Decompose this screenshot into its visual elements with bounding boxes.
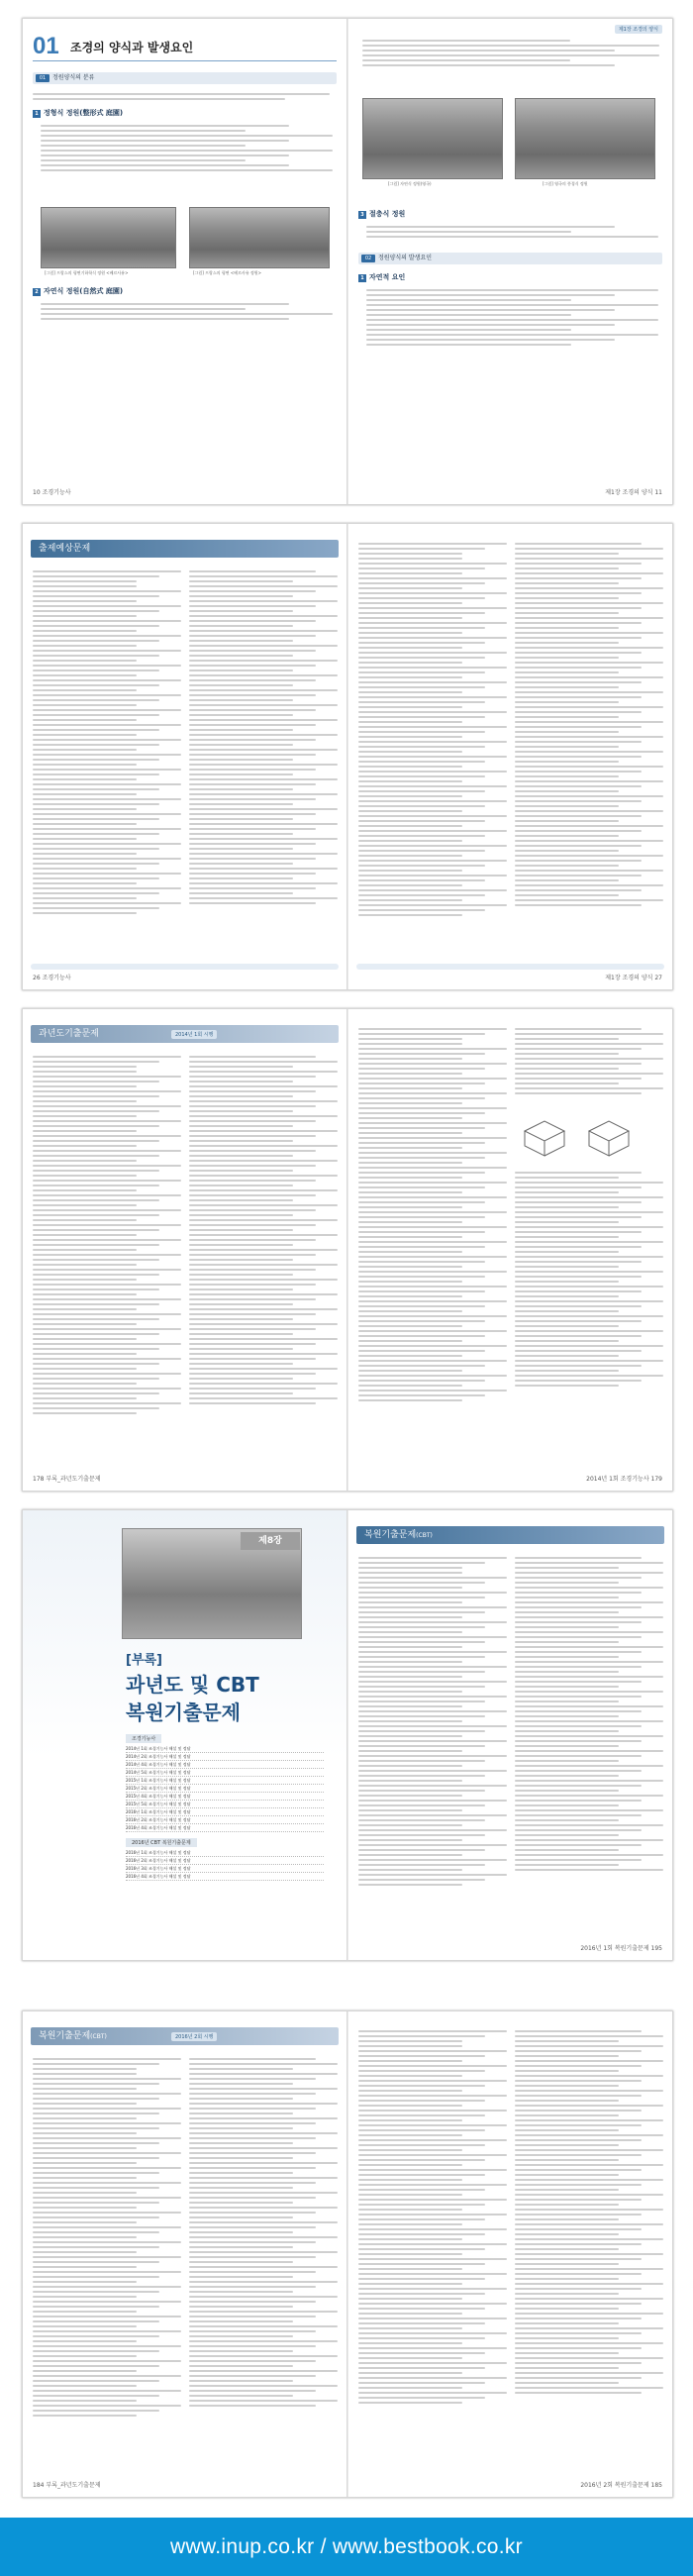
body-text-block	[41, 122, 333, 174]
page-number-value: 184	[33, 2482, 45, 2489]
question-column	[515, 1554, 663, 1938]
session-tag: 2014년 1회 시행	[171, 1030, 217, 1039]
running-head: 2014년 1회 조경기능사	[586, 1476, 649, 1483]
section-band: 출제예상문제	[31, 540, 339, 558]
spread3-right-page	[348, 1009, 672, 1491]
spread4-right-page	[348, 1510, 672, 1960]
subsection-label: 자연식 정원(自然式 庭園)	[44, 287, 124, 295]
page-number-value: 179	[650, 1476, 662, 1483]
section-header-2	[358, 253, 662, 264]
book-spread-5	[22, 2010, 673, 2498]
book-spread-2	[22, 523, 673, 990]
answer-number-bar	[356, 964, 664, 970]
band-suffix: (CBT)	[90, 2033, 107, 2040]
section-badge: 02	[361, 255, 375, 262]
running-head: 2016년 1회 복원기출문제	[580, 1945, 649, 1952]
intro-text	[33, 90, 330, 103]
page-number	[33, 2480, 101, 2489]
question-column	[358, 1554, 507, 1938]
spread5-left-page	[23, 2011, 346, 2497]
question-column	[33, 567, 181, 968]
subsection-number: 1	[358, 274, 366, 282]
cover-title-prefix: [부록]	[126, 1653, 162, 1668]
body-text-block	[41, 300, 333, 323]
running-head: 제1장 조경의 양식	[605, 975, 653, 981]
toc-row: 2016년 3회 조경기능사 해설 및 정답	[126, 1865, 324, 1873]
question-column	[189, 1053, 338, 1469]
toc-list	[126, 1849, 324, 1881]
spread2-left-page	[23, 524, 346, 989]
toc-row: 2014년 5회 조경기능사 해설 및 정답	[126, 1769, 324, 1777]
question-column	[358, 540, 507, 968]
publisher-url-banner[interactable]: www.inup.co.kr / www.bestbook.co.kr	[0, 2518, 693, 2576]
toc-row: 2016년 2회 조경기능사 해설 및 정답	[126, 1816, 324, 1824]
cover-title-line1: 과년도 및 CBT	[126, 1673, 259, 1697]
photo-caption: [그림] 영국의 풍경식 정원	[543, 181, 588, 186]
book-spread-3	[22, 1008, 673, 1492]
chapter-title: 조경의 양식과 발생요인	[70, 41, 194, 54]
toc-row: 2016년 1회 조경기능사 해설 및 정답	[126, 1849, 324, 1857]
answer-number-bar	[31, 964, 339, 970]
running-head: 부록_과년도기출문제	[46, 1476, 101, 1483]
subsection-label: 자연적 요인	[369, 273, 406, 281]
subsection-number: 3	[358, 211, 366, 219]
question-column	[515, 1025, 663, 1469]
spread1-right-page	[348, 19, 672, 504]
page-number	[33, 487, 71, 496]
question-column	[358, 1025, 507, 1469]
toc-row: 2014년 4회 조경기능사 해설 및 정답	[126, 1761, 324, 1769]
spread1-left-page	[23, 19, 346, 504]
photo-caption: [그림] 자연식 정원(영국)	[388, 181, 432, 186]
page-number-value: 26	[33, 975, 41, 981]
page-number-value: 185	[650, 2482, 662, 2489]
session-tag: 2016년 2회 시행	[171, 2032, 217, 2041]
subsection-label: 정형식 정원(整形式 庭園)	[44, 109, 124, 117]
running-head: 제1장 조경의 양식	[605, 489, 653, 496]
running-head: 조경기능사	[42, 489, 71, 496]
toc-row: 2015년 4회 조경기능사 해설 및 정답	[126, 1793, 324, 1801]
toc-list	[126, 1745, 324, 1832]
question-column	[189, 2055, 338, 2475]
page-number	[33, 973, 71, 981]
section-title: 정원양식의 분류	[52, 74, 95, 81]
question-column	[358, 2027, 507, 2475]
page-number	[580, 2480, 662, 2489]
page-number-value: 178	[33, 1476, 45, 1483]
spread5-right-page	[348, 2011, 672, 2497]
running-head: 부록_과년도기출문제	[46, 2482, 101, 2489]
running-head: 2016년 2회 복원기출문제	[580, 2482, 649, 2489]
question-column	[33, 2055, 181, 2475]
toc-row: 2015년 2회 조경기능사 해설 및 정답	[126, 1785, 324, 1793]
spread3-left-page	[23, 1009, 346, 1491]
subsection-number: 2	[33, 288, 41, 296]
band-title: 복원기출문제	[364, 1530, 417, 1540]
photo-versailles	[189, 207, 330, 268]
spread2-right-page	[348, 524, 672, 989]
toc-row: 2014년 1회 조경기능사 해설 및 정답	[126, 1745, 324, 1753]
section-band: 과년도기출문제	[31, 1025, 339, 1043]
band-title: 복원기출문제	[39, 2031, 91, 2041]
chapter-label: 제8장	[241, 1532, 300, 1550]
question-column	[515, 540, 663, 968]
appendix-cover-page	[23, 1510, 346, 1960]
subsection-label: 절충식 정원	[369, 210, 406, 218]
chapter-number: 01	[33, 33, 59, 59]
page-number	[605, 973, 662, 981]
subsection-title	[33, 108, 123, 118]
table-of-contents	[126, 1734, 324, 1881]
cover-title-line2: 복원기출문제	[126, 1700, 241, 1724]
toc-row: 2015년 1회 조경기능사 해설 및 정답	[126, 1777, 324, 1785]
page-number-value: 10	[33, 489, 41, 496]
toc-row: 2016년 2회 조경기능사 해설 및 정답	[126, 1857, 324, 1865]
toc-row: 2016년 4회 조경기능사 해설 및 정답	[126, 1824, 324, 1832]
question-column	[189, 567, 338, 968]
isometric-figure	[515, 1101, 653, 1161]
toc-row: 2015년 5회 조경기능사 해설 및 정답	[126, 1801, 324, 1808]
photo-landscape-garden	[515, 98, 655, 179]
section-badge: 01	[36, 74, 50, 82]
page-number-value: 27	[654, 975, 662, 981]
page-number	[605, 487, 662, 496]
toc-row: 2014년 2회 조경기능사 해설 및 정답	[126, 1753, 324, 1761]
subsection-title	[33, 286, 123, 296]
section-title: 정원양식의 발생요인	[378, 255, 433, 261]
toc-heading: 2016년 CBT 복원기출문제	[126, 1838, 197, 1847]
subsection-number: 1	[33, 110, 41, 118]
page-number-value: 11	[654, 489, 662, 496]
toc-row: 2016년 4회 조경기능사 해설 및 정답	[126, 1873, 324, 1881]
page-number	[33, 1474, 101, 1483]
header-tag: 제1장 조경의 양식	[615, 25, 662, 34]
page-number	[580, 1943, 662, 1952]
subsection-title	[358, 209, 405, 219]
body-text-block	[366, 223, 658, 241]
book-spread-1	[22, 18, 673, 505]
book-spread-4	[22, 1509, 673, 1961]
photo-caption: [그림] 프랑스의 평면 <베르사유 정원>	[193, 270, 262, 275]
photo-caption: [그림] 프랑스의 평면기하학식 정원 <베르사유>	[45, 270, 129, 275]
section-band	[356, 1526, 664, 1544]
photo-natural-garden	[362, 98, 503, 179]
page-number-value: 195	[650, 1945, 662, 1952]
photo-formal-garden	[41, 207, 176, 268]
body-text-block	[362, 37, 659, 69]
subsection-title	[358, 272, 405, 282]
toc-heading: 조경기능사	[126, 1734, 161, 1743]
section-header-1	[33, 72, 337, 84]
running-head: 조경기능사	[42, 975, 71, 981]
title-rule	[33, 60, 337, 61]
question-column	[33, 1053, 181, 1469]
band-suffix: (CBT)	[416, 1532, 433, 1539]
page-number	[586, 1474, 662, 1483]
toc-row: 2016년 1회 조경기능사 해설 및 정답	[126, 1808, 324, 1816]
body-text-block	[366, 286, 658, 349]
question-column	[515, 2027, 663, 2475]
